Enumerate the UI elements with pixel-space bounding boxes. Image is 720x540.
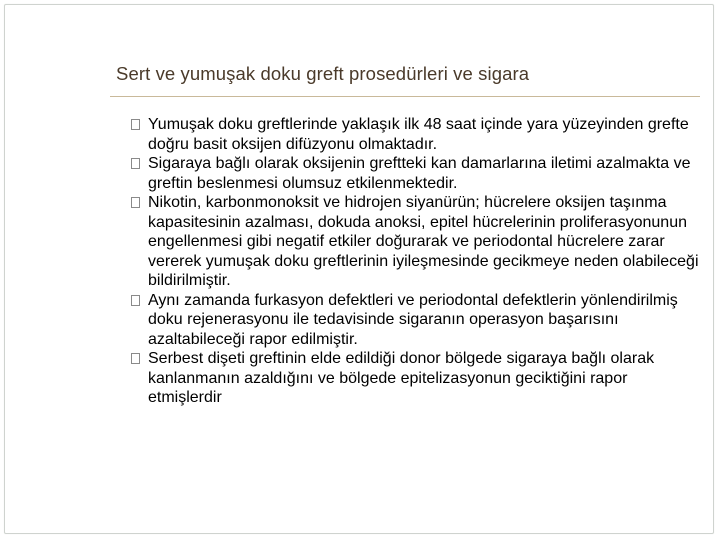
bullet-item bbox=[131, 291, 701, 350]
title-divider bbox=[110, 96, 700, 97]
bullet-item bbox=[131, 154, 701, 193]
square-bullet-icon bbox=[131, 197, 140, 208]
bullet-text: Sigaraya bağlı olarak oksijenin greftteki kan damarlarına iletimi azalmakta ve greftin beslenmesi olumsuz etkilenmektedir. bbox=[148, 155, 691, 192]
square-bullet-icon bbox=[131, 295, 140, 306]
square-bullet-icon bbox=[131, 353, 140, 364]
bullet-item bbox=[131, 349, 701, 408]
slide-title: Sert ve yumuşak doku greft prosedürleri ve sigara bbox=[116, 63, 530, 84]
bullet-item bbox=[131, 193, 701, 291]
bullet-text: Serbest dişeti greftinin elde edildiği donor bölgede sigaraya bağlı olarak kanlanmanın azaldığını ve bölgede epitelizasyonun geciktiğini rapor etmişlerdir bbox=[148, 350, 655, 406]
bullet-text: Yumuşak doku greftlerinde yaklaşık ilk 48 saat içinde yara yüzeyinden grefte doğru basit oksijen difüzyonu olmaktadır. bbox=[148, 116, 689, 153]
square-bullet-icon bbox=[131, 119, 140, 130]
bullet-text: Aynı zamanda furkasyon defektleri ve periodontal defektlerin yönlendirilmiş doku rejenerasyonu ile tedavisinde sigaranın operasyon başarısını azaltabileceği rapor edilmiştir. bbox=[148, 291, 678, 348]
bullet-list bbox=[131, 115, 701, 408]
bullet-item bbox=[131, 115, 701, 154]
square-bullet-icon bbox=[131, 158, 140, 169]
bullet-text: Nikotin, karbonmonoksit ve hidrojen siyanürün; hücrelere oksijen taşınma kapasitesinin azalması, dokuda anoksi, epitel hücrelerinin proliferasyonunun engellenmesi gibi negatif etkiler doğurarak ve periodontal hücrelere zarar vererek yumuşak doku greftlerinin iyileşmesinde gecikmeye neden olabileceği bildirilmiştir. bbox=[148, 194, 699, 289]
